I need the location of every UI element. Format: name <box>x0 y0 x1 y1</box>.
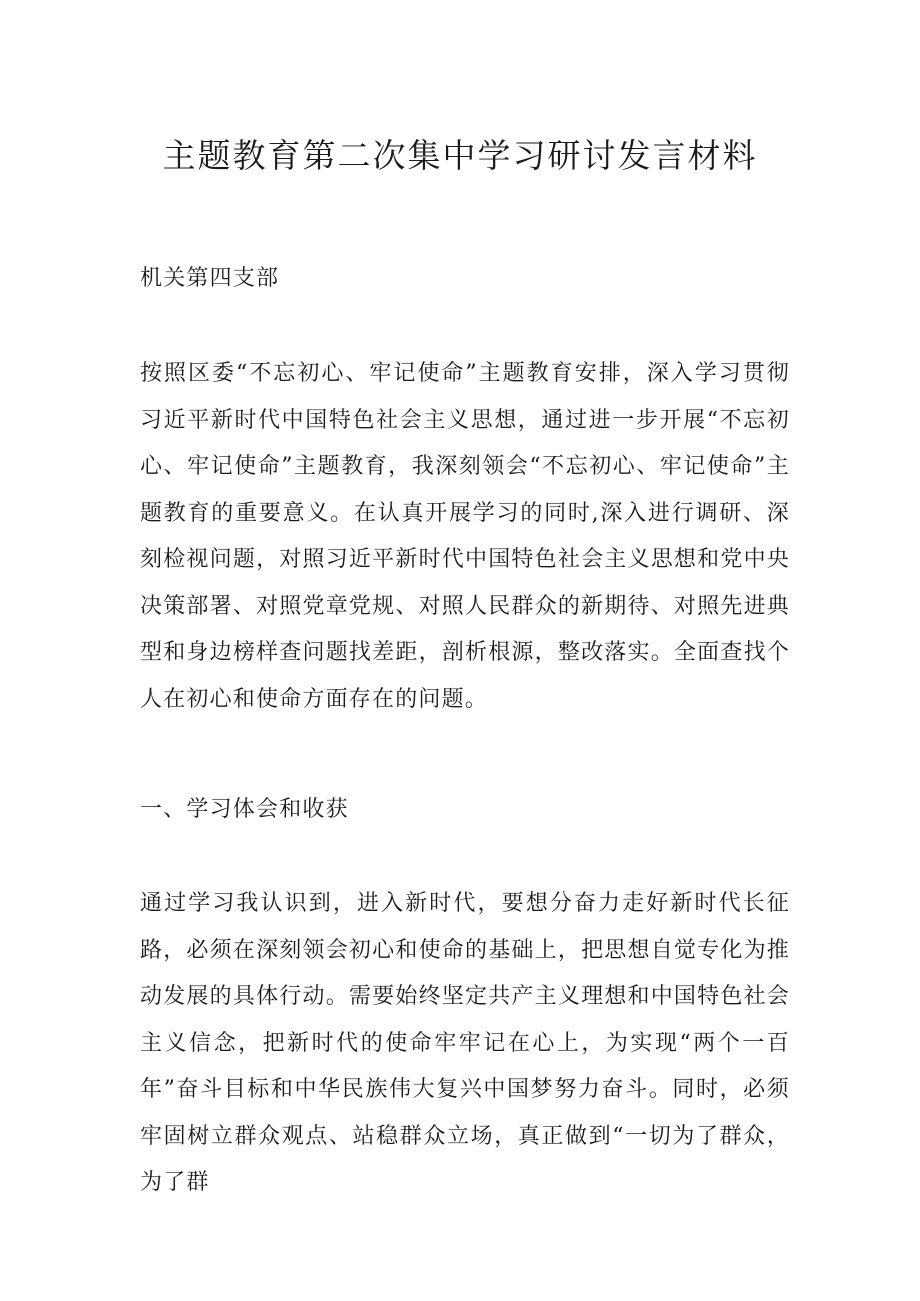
document-title: 主题教育第二次集中学习研讨发言材料 <box>162 136 758 175</box>
section-heading: 一、学习体会和收获 <box>140 797 349 822</box>
intro-paragraph: 按照区委“不忘初心、牢记使命”主题教育安排，深入学习贯彻习近平新时代中国特色社会主义思想，通过进一步开展“不忘初心、牢记使命”主题教育，我深刻领会“不忘初心、牢记使命”主题教育的重要意义。在认真开展学习的同时,深入进行调研、深刻检视问题，对照习近平新时代中国特色社会主义思想和党中央决策部署、对照党章党规、对照人民群众的新期待、对照先进典型和身边榜样查问题找差距，剖析根源，整改落实。全面查找个人在初心和使命方面存在的问题。 <box>140 361 790 712</box>
section-paragraph: 通过学习我认识到，进入新时代，要想分奋力走好新时代长征路，必须在深刻领会初心和使命的基础上，把思想自觉专化为推动发展的具体行动。需要始终坚定共产主义理想和中国特色社会主义信念，把新时代的使命牢牢记在心上，为实现“两个一百年”奋斗目标和中华民族伟大复兴中国梦努力奋斗。同时，必须牢固树立群众观点、站稳群众立场，真正做到“一切为了群众，为了群 <box>140 891 790 1195</box>
organization-name: 机关第四支部 <box>140 266 280 291</box>
